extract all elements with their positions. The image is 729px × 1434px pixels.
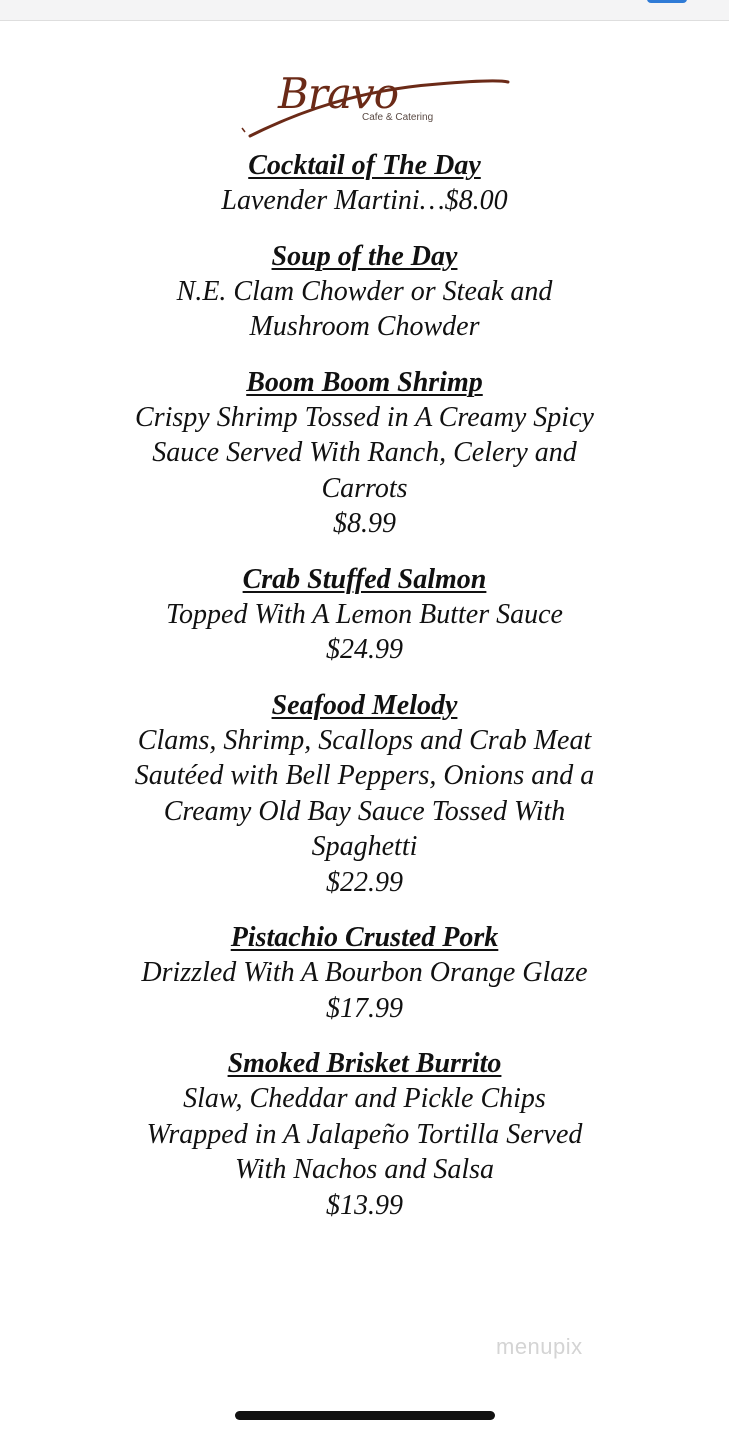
menu-item-description: Mushroom Chowder <box>249 311 480 342</box>
menu-item-description: Spaghetti <box>311 831 418 862</box>
menu-item-description: Slaw, Cheddar and Pickle Chips <box>183 1083 546 1114</box>
menu-item-description: Creamy Old Bay Sauce Tossed With <box>163 795 566 827</box>
menu-item-price: $13.99 <box>326 1189 403 1221</box>
menu-item-description: Wrapped in A Jalapeño Tortilla Served <box>146 1118 583 1150</box>
home-indicator[interactable] <box>235 1411 495 1420</box>
menu-item-title: Smoked Brisket Burrito <box>227 1048 502 1079</box>
menu-item-description: Clams, Shrimp, Scallops and Crab Meat <box>137 724 592 756</box>
menu-item <box>0 1046 729 1223</box>
menu-item <box>0 562 729 668</box>
menu-item-price: $8.99 <box>333 508 396 539</box>
menu-item-description: With Nachos and Salsa <box>234 1154 494 1185</box>
menu-item <box>0 365 729 542</box>
menu-item-price: $24.99 <box>326 634 403 665</box>
menu-item-description: Lavender Martini…$8.00 <box>221 185 508 216</box>
menu-item-price: $22.99 <box>326 866 403 898</box>
browser-top-bar <box>0 0 729 21</box>
menu-item-description: Sautéed with Bell Peppers, Onions and a <box>134 760 595 791</box>
logo-tagline: Cafe & Catering <box>362 112 434 123</box>
menu-item <box>0 920 729 1026</box>
menu-item-description: Drizzled With A Bourbon Orange Glaze <box>141 957 588 988</box>
menu-item <box>0 148 729 219</box>
menu-item-title: Soup of the Day <box>271 240 458 272</box>
menu-item-description: N.E. Clam Chowder or Steak and <box>176 275 553 307</box>
restaurant-logo <box>238 70 518 145</box>
menu-item-title: Boom Boom Shrimp <box>246 366 483 398</box>
watermark: menupix <box>496 1334 583 1359</box>
menu-item-title: Crab Stuffed Salmon <box>242 563 487 595</box>
menu-item-description: Carrots <box>321 472 408 504</box>
menu-item <box>0 688 729 901</box>
menu-item-price: $17.99 <box>326 992 403 1024</box>
menu-item <box>0 239 729 345</box>
menu-item-description: Sauce Served With Ranch, Celery and <box>152 437 577 468</box>
logo-wordmark: Bravo <box>278 69 398 118</box>
menu-item-description: Crispy Shrimp Tossed in A Creamy Spicy <box>135 401 594 433</box>
menu-item-title: Seafood Melody <box>271 689 458 721</box>
toolbar-button[interactable] <box>647 0 687 3</box>
menu-item-title: Pistachio Crusted Pork <box>230 922 499 953</box>
menu-item-title: Cocktail of The Day <box>248 150 481 181</box>
menu-list <box>0 148 729 1243</box>
menu-item-description: Topped With A Lemon Butter Sauce <box>166 598 563 630</box>
